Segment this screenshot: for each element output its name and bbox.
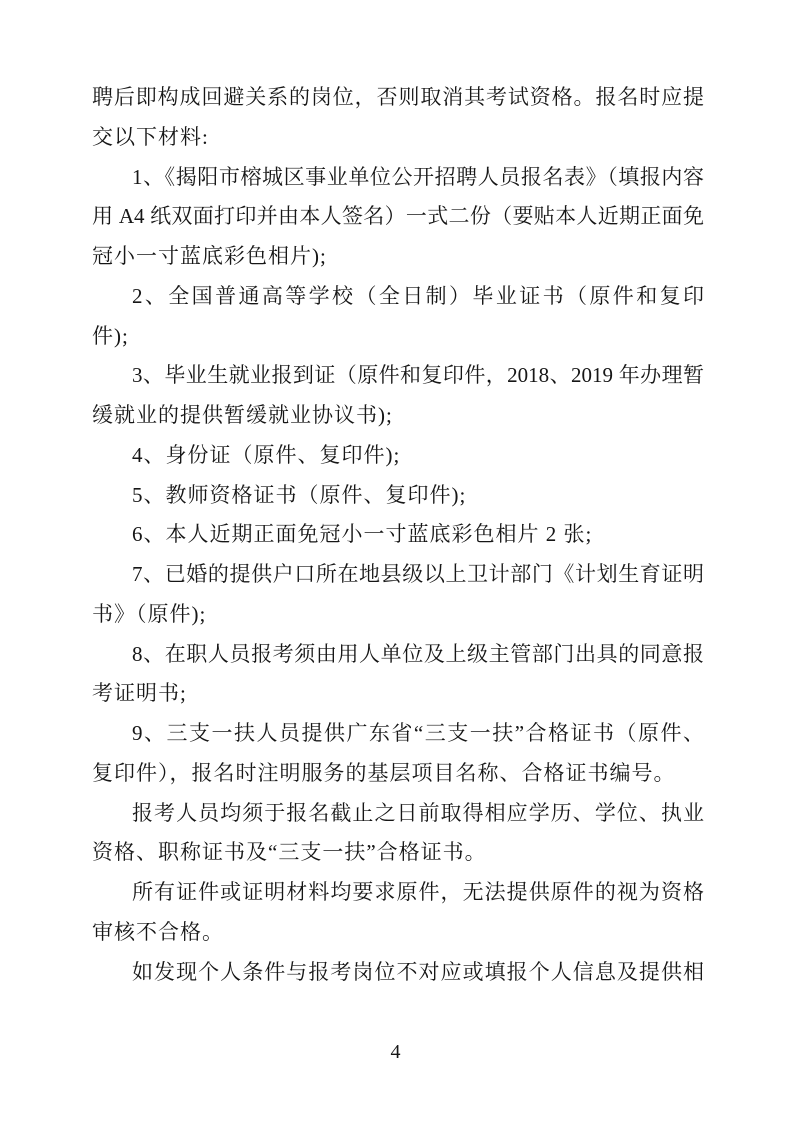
text-line: 报考人员均须于报名截止之日前取得相应学历、学位、执业 (132, 800, 704, 825)
text-line: 件); (92, 323, 129, 348)
text-line: 如发现个人条件与报考岗位不对应或填报个人信息及提供相 (132, 959, 704, 984)
text-line: 用 A4 纸双面打印并由本人签名）一式二份（要贴本人近期正面免 (92, 204, 704, 229)
text-line: 复印件），报名时注明服务的基层项目名称、合格证书编号。 (92, 760, 676, 785)
text-line: 审核不合格。 (92, 919, 224, 944)
text-line: 考证明书; (92, 681, 187, 706)
text-line: 8、在职人员报考须由用人单位及上级主管部门出具的同意报 (132, 641, 704, 666)
document-body (92, 78, 704, 992)
text-line: 5、教师资格证书（原件、复印件); (132, 482, 467, 507)
text-line: 3、毕业生就业报到证（原件和复印件，2018、2019 年办理暂 (132, 363, 704, 388)
text-line: 聘后即构成回避关系的岗位，否则取消其考试资格。报名时应提 (92, 85, 704, 109)
page-footer (0, 1038, 791, 1066)
text-line: 9、三支一扶人员提供广东省“三支一扶”合格证书（原件、 (132, 721, 704, 745)
text-line: 2、全国普通高等学校（全日制）毕业证书（原件和复印 (132, 283, 704, 308)
text-line: 资格、职称证书及“三支一扶”合格证书。 (92, 840, 487, 865)
text-line: 书》（原件); (92, 601, 207, 626)
text-line: 7、已婚的提供户口所在地县级以上卫计部门《计划生育证明 (132, 562, 704, 586)
text-line: 交以下材料: (92, 124, 209, 149)
text-line: 冠小一寸蓝底彩色相片); (92, 244, 327, 268)
text-line: 1、《揭阳市榕城区事业单位公开招聘人员报名表》（填报内容 (132, 164, 704, 189)
text-line: 6、本人近期正面免冠小一寸蓝底彩色相片 2 张; (132, 522, 593, 547)
text-line: 4、身份证（原件、复印件); (132, 442, 401, 467)
text-line: 缓就业的提供暂缓就业协议书); (92, 403, 393, 427)
text-line: 所有证件或证明材料均要求原件，无法提供原件的视为资格 (132, 880, 704, 904)
page-number: 4 (390, 1041, 401, 1063)
